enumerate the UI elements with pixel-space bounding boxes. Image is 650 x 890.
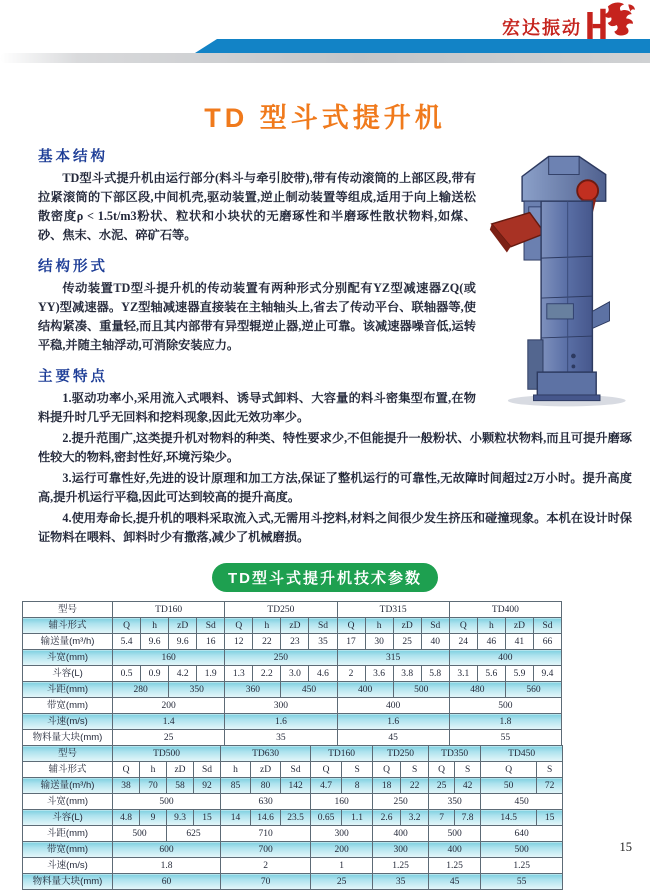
spec-cell: 0.5 [113,666,141,682]
page-number: 15 [619,840,632,854]
spec-cell: 1.25 [373,858,429,874]
spec-cell: Q [481,762,537,778]
spec-cell: TD160 [311,746,373,762]
spec-row-label: 斗距(mm) [23,826,113,842]
spec-cell: 640 [481,826,563,842]
spec-cell: TD400 [449,602,561,618]
spec-cell: 55 [449,730,561,746]
spec-cell: 9.6 [169,634,197,650]
spec-cell: 41 [505,634,533,650]
spec-cell: 500 [113,826,167,842]
spec-cell: 8 [342,778,373,794]
spec-cell: 46 [477,634,505,650]
spec-cell: 250 [373,794,429,810]
spec-cell: 23.5 [281,810,311,826]
spec-row-label: 斗宽(mm) [23,794,113,810]
spec-cell: S [342,762,373,778]
spec-cell: 3.1 [449,666,477,682]
basic-structure-text: TD型斗式提升机由运行部分(料斗与牵引胶带),带有传动滚筒的上部区段,带有拉紧滚筒的下部区段,中间机壳,驱动装置,逆止制动装置等组成,适用于向上输送松散密度ρ < 1.5t/m3粉状、粒状和小块状的无磨琢性和半磨琢性散状物料,如煤、砂、焦末、水泥、碎矿石等。 [38,171,476,242]
spec-row-label: 斗容(L) [23,666,113,682]
spec-cell: 142 [281,778,311,794]
spec-cell: 3.8 [393,666,421,682]
feature-item-2: 2.提升范围广,这类提升机对物料的种类、特性要求少,不但能提升一般粉状、小颗粒状物料,而且可提升磨琢性较大的物料,密封性好,环境污染少。 [38,431,632,464]
spec-cell: 560 [505,682,561,698]
spec-cell: 15 [194,810,221,826]
spec-cell: 630 [221,794,311,810]
spec-cell: 1.1 [342,810,373,826]
spec-cell: 38 [113,778,140,794]
spec-cell: 500 [449,698,561,714]
spec-cell: S [455,762,481,778]
spec-cell: 25 [311,874,373,890]
spec-cell: 5.6 [477,666,505,682]
spec-cell: 600 [113,842,221,858]
brand-name: 宏达振动 [502,18,582,38]
spec-cell: 1.25 [429,858,481,874]
spec-cell: Q [449,618,477,634]
spec-cell: 360 [225,682,281,698]
spec-cell: 160 [113,650,225,666]
spec-cell: 7.8 [455,810,481,826]
spec-row-label: 物料量大块(mm) [23,730,113,746]
spec-cell: 250 [225,650,337,666]
spec-cell: Sd [309,618,337,634]
spec-cell: 710 [221,826,311,842]
spec-cell: 4.6 [309,666,337,682]
spec-cell: 280 [113,682,169,698]
spec-cell: 25 [393,634,421,650]
spec-cell: 45 [337,730,449,746]
spec-row-label: 斗距(mm) [23,682,113,698]
spec-cell: 45 [429,874,481,890]
spec-cell: 2 [221,858,311,874]
feature-item-3: 3.运行可靠性好,先进的设计原理和加工方法,保证了整机运行的可靠性,无故障时间超过2万小时。提升高度高,提升机运行平稳,因此可达到较高的提升高度。 [38,471,632,504]
spec-cell: h [141,618,169,634]
feature-item-4: 4.使用寿命长,提升机的喂料采取流入式,无需用斗挖料,材料之间很少发生挤压和碰撞现象。本机在设计时保证物料在喂料、卸料时少有撒落,减少了机械磨损。 [38,511,632,544]
spec-cell: 15 [537,810,563,826]
spec-cell: 4.7 [311,778,342,794]
spec-cell: 3.2 [401,810,429,826]
spec-cell: h [365,618,393,634]
spec-cell: TD250 [373,746,429,762]
spec-cell: 14 [221,810,251,826]
spec-cell: Sd [421,618,449,634]
spec-cell: Q [113,762,140,778]
spec-row-label: 斗速(m/s) [23,714,113,730]
spec-cell: 18 [373,778,401,794]
spec-cell: 42 [455,778,481,794]
spec-cell: 350 [429,794,481,810]
spec-cell: 4.8 [113,810,140,826]
spec-cell: 3.0 [281,666,309,682]
spec-cell: Sd [281,762,311,778]
spec-cell: 1.25 [481,858,563,874]
spec-cell: 400 [449,650,561,666]
spec-cell: 40 [421,634,449,650]
spec-cell: zD [281,618,309,634]
spec-cell: TD160 [113,602,225,618]
spec-cell: 14.5 [481,810,537,826]
spec-cell: 9.3 [167,810,194,826]
page-title: TD 型斗式提升机 [204,103,446,133]
spec-row-label: 输送量(m³/h) [23,634,113,650]
spec-cell: 35 [309,634,337,650]
spec-cell: 2 [337,666,365,682]
product-image [486,147,638,413]
spec-cell: zD [251,762,281,778]
spec-cell: Q [429,762,455,778]
spec-cell: 1.4 [113,714,225,730]
spec-cell: zD [393,618,421,634]
spec-row-label: 输送量(m³/h) [23,778,113,794]
spec-cell: 23 [281,634,309,650]
spec-cell: 12 [225,634,253,650]
spec-cell: 200 [311,842,373,858]
spec-cell: 625 [167,826,221,842]
spec-cell: 55 [481,874,563,890]
spec-cell: 70 [140,778,167,794]
spec-table-lower [22,745,563,890]
spec-row-label: 辅斗形式 [23,762,113,778]
spec-cell: 350 [169,682,225,698]
spec-cell: h [140,762,167,778]
spec-cell: 5.4 [113,634,141,650]
spec-cell: 500 [481,842,563,858]
spec-cell: zD [169,618,197,634]
spec-cell: 400 [429,842,481,858]
spec-cell: 2.6 [373,810,401,826]
spec-row-label: 带宽(mm) [23,698,113,714]
spec-cell: Sd [533,618,561,634]
spec-cell: 22 [253,634,281,650]
spec-cell: TD630 [221,746,311,762]
spec-tables [22,601,562,890]
spec-cell: Sd [194,762,221,778]
spec-cell: 300 [311,826,373,842]
spec-cell: 160 [311,794,373,810]
spec-cell: 24 [449,634,477,650]
spec-cell: 315 [337,650,449,666]
spec-cell: 1.6 [225,714,337,730]
spec-cell: 1.6 [337,714,449,730]
spec-cell: 1 [311,858,373,874]
section-heading-structure-form: 结构形式 [38,259,108,275]
spec-cell: 700 [221,842,311,858]
spec-cell: 30 [365,634,393,650]
spec-cell: 0.65 [311,810,342,826]
spec-cell: 9.6 [141,634,169,650]
spec-cell: 35 [225,730,337,746]
spec-cell: zD [167,762,194,778]
spec-cell: 85 [221,778,251,794]
spec-cell: Sd [197,618,225,634]
spec-cell: Q [337,618,365,634]
spec-cell: 4.2 [169,666,197,682]
spec-cell: TD450 [481,746,563,762]
spec-cell: TD250 [225,602,337,618]
spec-cell: 2.2 [253,666,281,682]
table-title-badge: TD型斗式提升机技术参数 [212,563,438,592]
spec-cell: 500 [429,826,481,842]
spec-cell: 400 [337,698,449,714]
spec-cell: h [477,618,505,634]
spec-row-label: 型号 [23,746,113,762]
spec-cell: 80 [251,778,281,794]
spec-row-label: 物料量大块(mm) [23,874,113,890]
structure-form-text: 传动装置TD型斗提升机的传动装置有两种形式分别配有YZ型减速器ZQ(或YY)型减速器。YZ型轴减速器直接装在主轴轴头上,省去了传动平台、联轴器等,使结构紧凑、重量轻,而且其内部带有异型辊逆止器,逆止可靠。该减速器噪音低,运转平稳,并随主轴浮动,可消除安装应力。 [38,281,476,352]
spec-row-label: 斗速(m/s) [23,858,113,874]
spec-cell: 72 [537,778,563,794]
spec-cell: 60 [113,874,221,890]
spec-row-label: 型号 [23,602,113,618]
spec-cell: 500 [113,794,221,810]
spec-cell: 480 [449,682,505,698]
spec-cell: 300 [225,698,337,714]
spec-cell: Q [311,762,342,778]
spec-cell: 0.9 [141,666,169,682]
spec-cell: 25 [113,730,225,746]
spec-cell: 300 [373,842,429,858]
spec-cell: 92 [194,778,221,794]
header-blue-band [195,39,650,53]
section-heading-main-features: 主要特点 [38,369,108,385]
spec-row-label: 斗宽(mm) [23,650,113,666]
spec-cell: 450 [281,682,337,698]
spec-cell: 14.6 [251,810,281,826]
spec-cell: 70 [221,874,311,890]
spec-cell: Q [113,618,141,634]
spec-cell: S [401,762,429,778]
spec-cell: 17 [337,634,365,650]
spec-cell: h [221,762,251,778]
spec-cell: TD500 [113,746,221,762]
spec-cell: zD [505,618,533,634]
spec-cell: 35 [373,874,429,890]
spec-cell: 5.8 [421,666,449,682]
feature-item-1: 1.驱动功率小,采用流入式喂料、诱导式卸料、大容量的料斗密集型布置,在物料提升时几乎无回料和挖料现象,因此无效功率少。 [38,391,476,424]
header-silver-band [0,53,650,63]
section-heading-basic-structure: 基本结构 [38,149,108,165]
spec-table-upper [22,601,562,746]
spec-cell: 400 [337,682,393,698]
table-title-wrap [0,563,650,592]
spec-cell: 1.9 [197,666,225,682]
spec-cell: Q [225,618,253,634]
spec-cell: 25 [429,778,455,794]
spec-cell: 66 [533,634,561,650]
spec-cell: 22 [401,778,429,794]
spec-cell: 7 [429,810,455,826]
spec-cell: 200 [113,698,225,714]
spec-row-label: 辅斗形式 [23,618,113,634]
spec-cell: 400 [373,826,429,842]
spec-cell: 16 [197,634,225,650]
spec-cell: h [253,618,281,634]
spec-cell: 500 [393,682,449,698]
spec-cell: 58 [167,778,194,794]
spec-row-label: 斗容(L) [23,810,113,826]
spec-cell: Q [373,762,401,778]
spec-cell: 1.8 [449,714,561,730]
spec-cell: 9.4 [533,666,561,682]
spec-cell: S [537,762,563,778]
spec-cell: 1.8 [113,858,221,874]
spec-cell: 450 [481,794,563,810]
spec-cell: 50 [481,778,537,794]
spec-cell: 3.6 [365,666,393,682]
spec-cell: 9 [140,810,167,826]
spec-cell: TD350 [429,746,481,762]
spec-cell: TD315 [337,602,449,618]
spec-row-label: 带宽(mm) [23,842,113,858]
spec-cell: 1.3 [225,666,253,682]
spec-cell: 5.9 [505,666,533,682]
page-header [0,0,650,66]
content-area [0,145,650,547]
